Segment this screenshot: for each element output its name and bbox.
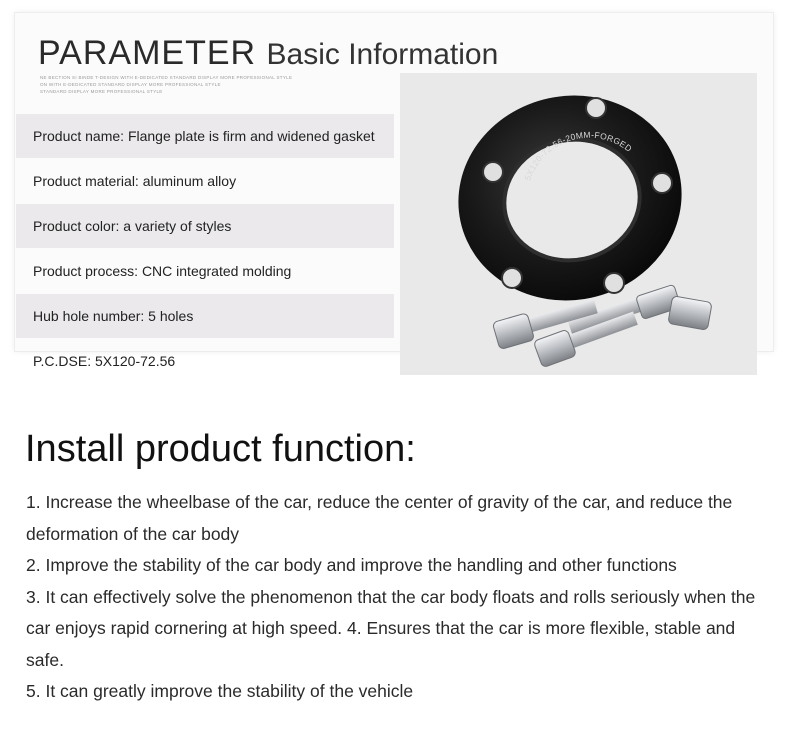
param-hub-hole-number: Hub hole number: 5 holes <box>16 294 394 338</box>
flange-plate-image <box>400 73 757 375</box>
param-product-color: Product color: a variety of styles <box>16 204 394 248</box>
function-item: 5. It can greatly improve the stability of the vehicle <box>26 681 414 701</box>
install-function-title: Install product function: <box>25 428 416 470</box>
param-product-name: Product name: Flange plate is firm and widened gasket <box>16 114 394 158</box>
param-pcd: P.C.DSE: 5X120-72.56 <box>33 353 176 369</box>
tagline-line: NE BECTION SI BINDE T-DESIGN WITH E-DEDICATED STANDARD DISPLAY MORE PROFESSIONAL STYLE <box>40 75 293 80</box>
parameter-heading <box>38 34 498 73</box>
install-function-list <box>26 487 756 708</box>
function-item: 3. It can effectively solve the phenomenon that the car body floats and rolls seriously when the car enjoys rapid cornering at high speed. 4. Ensures that the car is more flexible, stable and safe. <box>26 586 756 670</box>
engraving-text: 5X120-72.56-20MM-FORGED <box>522 129 634 182</box>
parameter-list <box>16 114 394 384</box>
param-product-material: Product material: aluminum alloy <box>33 173 237 189</box>
function-item: 2. Improve the stability of the car body and improve the handling and other functions <box>26 555 677 575</box>
parameter-title: PARAMETER <box>38 34 257 72</box>
tagline-line: STANDARD DISPLAY MORE PROFESSIONAL STYLE <box>40 89 163 94</box>
basic-information-title: Basic Information <box>266 38 499 71</box>
product-photo <box>400 73 757 375</box>
function-item: 1. Increase the wheelbase of the car, reduce the center of gravity of the car, and reduce the deformation of the car body <box>26 492 733 544</box>
tagline <box>40 74 370 95</box>
param-product-process: Product process: CNC integrated molding <box>33 263 292 279</box>
tagline-line: ON WITH E-DEDICATED STANDARD DISPLAY MORE PROFESSIONAL STYLE <box>40 82 221 87</box>
